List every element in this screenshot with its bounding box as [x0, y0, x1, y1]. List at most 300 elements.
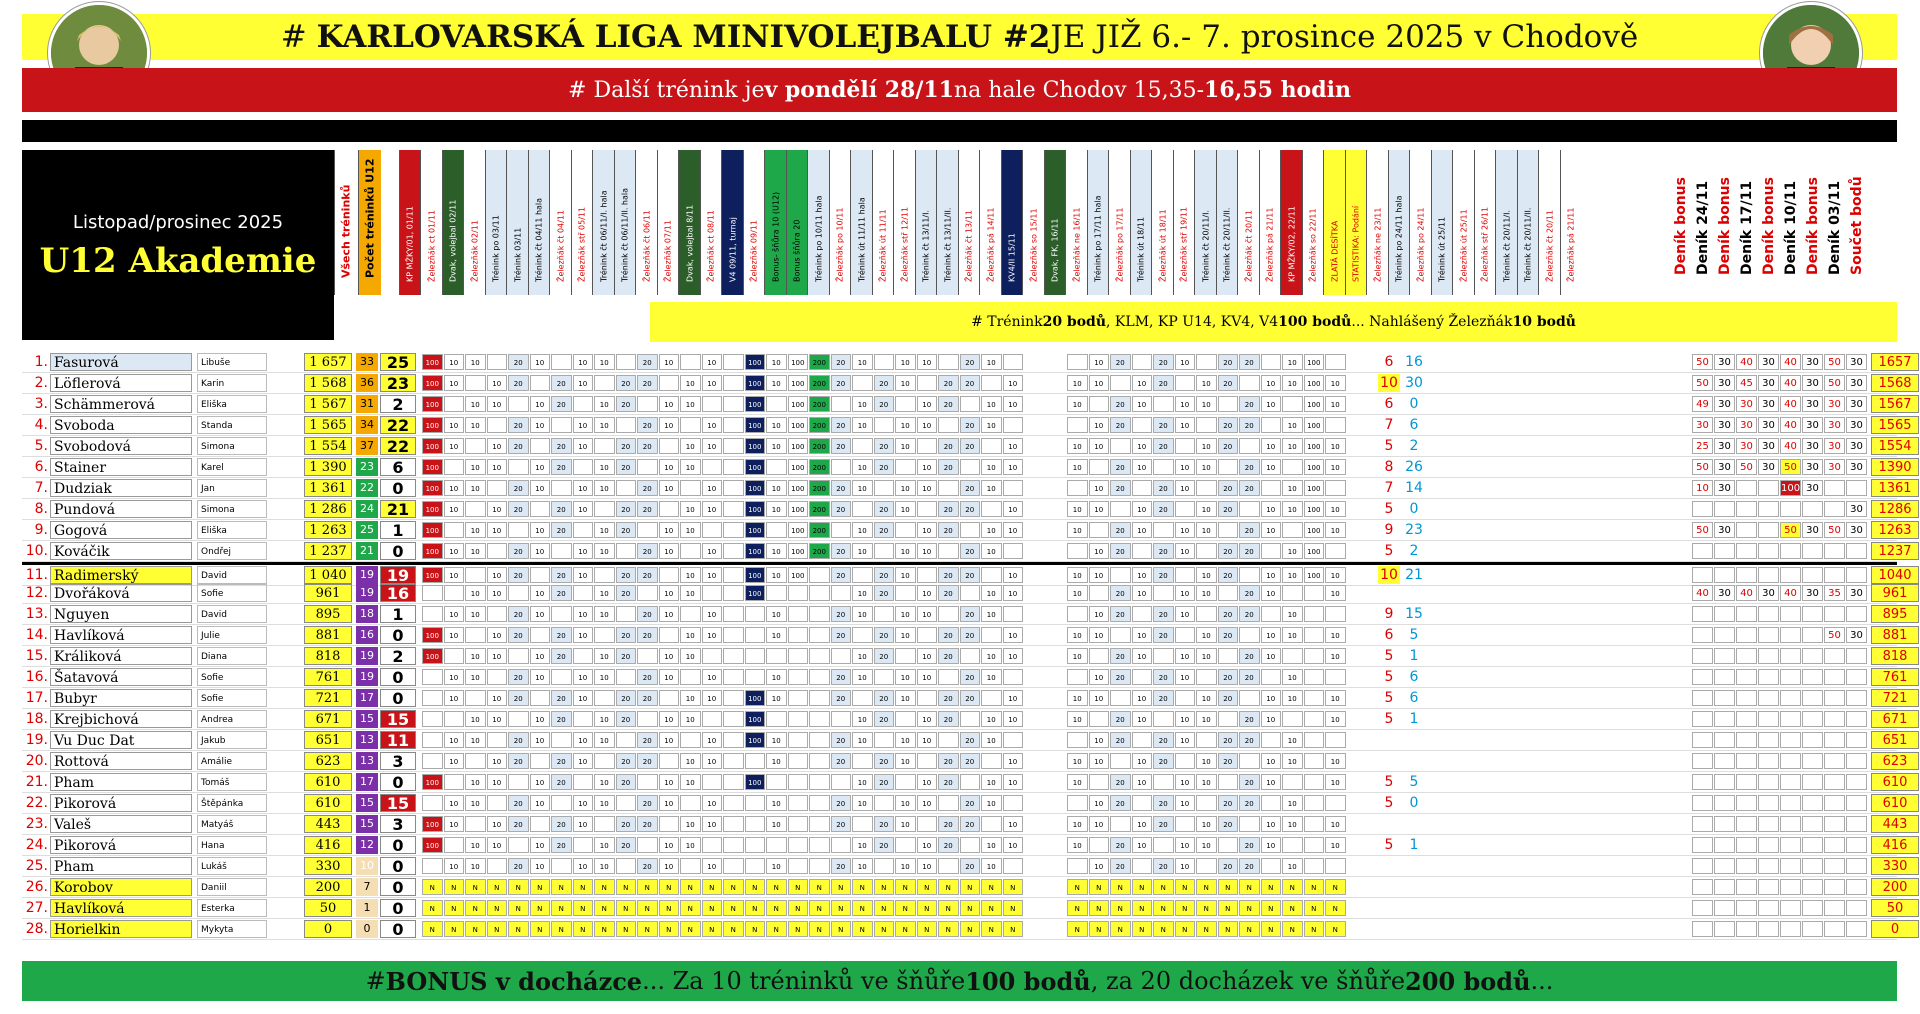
- match-cell: [852, 375, 873, 391]
- match-cell: [723, 417, 744, 433]
- first-name: Tomáš: [197, 773, 267, 791]
- match-cell: N: [809, 900, 830, 916]
- diary-bonus-cell: [1780, 837, 1801, 853]
- match-cell: 10: [1261, 816, 1282, 832]
- match-cell: N: [745, 900, 766, 916]
- match-cell: [1196, 606, 1217, 622]
- match-cell: [487, 669, 508, 685]
- match-cell: 20: [508, 627, 529, 643]
- match-cell: N: [1282, 879, 1303, 895]
- serve-stat: 0: [1409, 501, 1419, 517]
- points-total: 1 390: [304, 458, 352, 476]
- column-header-label: Trénink út 25/11: [1437, 216, 1447, 282]
- column-header-label: V4 09/11, turnaj: [728, 217, 738, 282]
- match-cell: 20: [1239, 795, 1260, 811]
- match-cell: [1067, 732, 1088, 748]
- match-cell: 10: [444, 669, 465, 685]
- match-cell: 20: [616, 711, 637, 727]
- match-cell: N: [616, 921, 637, 937]
- match-cell: 10: [487, 375, 508, 391]
- match-cell: 10: [1175, 732, 1196, 748]
- match-cell: [1218, 396, 1239, 412]
- match-cell: 10: [917, 732, 938, 748]
- match-cell: 10: [487, 396, 508, 412]
- match-cell: 20: [637, 753, 658, 769]
- match-cell: 10: [594, 417, 615, 433]
- column-header: [399, 150, 422, 295]
- match-cell: 20: [1218, 480, 1239, 496]
- match-cell: N: [1218, 900, 1239, 916]
- match-cell: N: [874, 921, 895, 937]
- diary-bonus-cell: 100: [1780, 480, 1801, 496]
- match-cell: 20: [616, 585, 637, 601]
- training-count: 0: [380, 773, 416, 791]
- match-cell: 10: [895, 690, 916, 706]
- rank-number: 18.: [25, 711, 48, 727]
- points-total: 761: [304, 668, 352, 686]
- match-cell: 10: [981, 480, 1002, 496]
- match-cell: [444, 585, 465, 601]
- match-cell: [788, 837, 809, 853]
- golden-ten: 7: [1384, 417, 1394, 433]
- diary-bonus-cell: 30: [1758, 417, 1779, 433]
- diary-bonus-cell: [1714, 900, 1735, 916]
- match-cell: 10: [1067, 438, 1088, 454]
- match-cell: 20: [960, 732, 981, 748]
- diary-bonus-cell: [1780, 774, 1801, 790]
- match-cell: 100: [422, 648, 443, 664]
- golden-ten: 9: [1384, 522, 1394, 538]
- match-cell: 20: [960, 417, 981, 433]
- bonus-header-label: Deník 10/11: [1783, 180, 1799, 275]
- match-cell: [422, 795, 443, 811]
- match-cell: 20: [1218, 627, 1239, 643]
- match-cell: [659, 375, 680, 391]
- match-cell: 10: [766, 816, 787, 832]
- first-name: Štěpánka: [197, 794, 267, 812]
- column-header: [1108, 150, 1131, 295]
- match-cell: [1132, 669, 1153, 685]
- column-header-label: Železňák ne 23/11: [1373, 207, 1383, 282]
- surname: Pikorová: [50, 794, 192, 812]
- table-row: [22, 541, 1912, 562]
- attendance-count: 16: [356, 626, 378, 644]
- match-cell: 20: [616, 567, 637, 583]
- match-cell: [809, 690, 830, 706]
- match-cell: [594, 438, 615, 454]
- diary-bonus-cell: 30: [1802, 585, 1823, 601]
- match-cell: 10: [530, 396, 551, 412]
- match-cell: [745, 816, 766, 832]
- match-cell: 10: [917, 837, 938, 853]
- match-cell: 10: [1089, 690, 1110, 706]
- rank-number: 15.: [25, 648, 48, 664]
- match-cell: 10: [981, 774, 1002, 790]
- points-sum: 1554: [1871, 437, 1919, 455]
- match-cell: 20: [1239, 774, 1260, 790]
- match-cell: [487, 858, 508, 874]
- points-total: 1 237: [304, 542, 352, 560]
- match-cell: 10: [1325, 837, 1346, 853]
- match-cell: [702, 774, 723, 790]
- column-header: [1302, 150, 1325, 295]
- match-cell: 10: [1282, 858, 1303, 874]
- note-zeleznak-points: 10 bodů: [1512, 314, 1576, 330]
- match-cell: 10: [594, 711, 615, 727]
- match-cell: 10: [1003, 648, 1024, 664]
- match-cell: 20: [1218, 669, 1239, 685]
- match-cell: N: [1067, 921, 1088, 937]
- bonus-title: BONUS v docházce: [385, 966, 643, 996]
- match-cell: N: [1089, 921, 1110, 937]
- match-cell: [1304, 858, 1325, 874]
- match-cell: [1110, 438, 1131, 454]
- surname: Rottová: [50, 752, 192, 770]
- surname: Valeš: [50, 815, 192, 833]
- match-cell: [594, 567, 615, 583]
- match-cell: 10: [981, 858, 1002, 874]
- serve-stat: 23: [1405, 522, 1423, 538]
- points-sum: 1390: [1871, 458, 1919, 476]
- diary-bonus-cell: 30: [1758, 585, 1779, 601]
- match-cell: 20: [960, 627, 981, 643]
- match-cell: 10: [680, 816, 701, 832]
- match-cell: 10: [1003, 567, 1024, 583]
- match-cell: 10: [530, 774, 551, 790]
- match-cell: 10: [530, 354, 551, 370]
- match-cell: [917, 375, 938, 391]
- diary-bonus-cell: [1802, 732, 1823, 748]
- training-count: 0: [380, 857, 416, 875]
- golden-ten: 7: [1384, 480, 1394, 496]
- points-sum: 200: [1871, 878, 1919, 896]
- match-cell: 100: [1304, 480, 1325, 496]
- match-cell: 10: [766, 567, 787, 583]
- match-cell: 10: [852, 837, 873, 853]
- match-cell: [723, 585, 744, 601]
- match-cell: 10: [594, 648, 615, 664]
- match-cell: N: [981, 921, 1002, 937]
- golden-ten: 5: [1384, 795, 1394, 811]
- points-sum: 961: [1871, 584, 1919, 602]
- points-sum: 1567: [1871, 395, 1919, 413]
- diary-bonus-cell: 40: [1780, 375, 1801, 391]
- match-cell: [1067, 354, 1088, 370]
- match-cell: 20: [874, 585, 895, 601]
- match-cell: 20: [938, 711, 959, 727]
- attendance-count: 7: [356, 878, 378, 896]
- match-cell: 10: [852, 396, 873, 412]
- match-cell: 20: [960, 858, 981, 874]
- diary-bonus-cell: 30: [1714, 459, 1735, 475]
- column-header: [1001, 150, 1024, 295]
- match-cell: 20: [551, 627, 572, 643]
- match-cell: 10: [444, 417, 465, 433]
- match-cell: N: [852, 879, 873, 895]
- match-cell: [637, 459, 658, 475]
- match-cell: 10: [702, 690, 723, 706]
- match-cell: 20: [874, 375, 895, 391]
- column-header: [1323, 150, 1346, 295]
- match-cell: [917, 501, 938, 517]
- diary-bonus-cell: 30: [1846, 585, 1867, 601]
- match-cell: 10: [1003, 438, 1024, 454]
- match-cell: 10: [487, 753, 508, 769]
- match-cell: 10: [1196, 567, 1217, 583]
- match-cell: [723, 522, 744, 538]
- column-header-label: Železňák stř 05/11: [577, 206, 587, 282]
- match-cell: 10: [917, 774, 938, 790]
- match-cell: 10: [487, 438, 508, 454]
- match-cell: 10: [895, 606, 916, 622]
- match-cell: 10: [1003, 522, 1024, 538]
- match-cell: [788, 858, 809, 874]
- match-cell: [895, 396, 916, 412]
- match-cell: N: [422, 900, 443, 916]
- match-cell: [766, 774, 787, 790]
- match-cell: N: [487, 900, 508, 916]
- match-cell: 10: [702, 501, 723, 517]
- golden-ten: 10: [1378, 566, 1400, 584]
- match-cell: [723, 837, 744, 853]
- training-count: 23: [380, 374, 416, 392]
- attendance-count: 33: [356, 353, 378, 371]
- match-cell: [831, 585, 852, 601]
- match-cell: 20: [508, 354, 529, 370]
- table-row: [22, 772, 1908, 793]
- column-header-label: Trénink 03/11: [513, 227, 523, 282]
- attendance-count: 12: [356, 836, 378, 854]
- diary-bonus-cell: [1846, 795, 1867, 811]
- match-cell: 100: [422, 417, 443, 433]
- rank-number: 17.: [25, 690, 48, 706]
- match-cell: N: [1325, 900, 1346, 916]
- points-sum: 1568: [1871, 374, 1919, 392]
- match-cell: 10: [573, 417, 594, 433]
- diary-bonus-cell: [1758, 921, 1779, 937]
- match-cell: [1153, 585, 1174, 601]
- match-cell: 10: [702, 753, 723, 769]
- match-cell: 10: [1067, 648, 1088, 664]
- diary-bonus-cell: [1714, 732, 1735, 748]
- match-cell: [895, 711, 916, 727]
- match-cell: 100: [745, 480, 766, 496]
- match-cell: [1304, 732, 1325, 748]
- match-cell: [852, 567, 873, 583]
- bonus-header-label: Deník 03/11: [1827, 180, 1843, 275]
- serve-stat: 15: [1405, 606, 1423, 622]
- match-cell: 20: [508, 816, 529, 832]
- match-cell: 100: [1304, 567, 1325, 583]
- match-cell: 10: [852, 795, 873, 811]
- attendance-count: 13: [356, 731, 378, 749]
- match-cell: N: [1304, 921, 1325, 937]
- match-cell: 10: [702, 816, 723, 832]
- match-cell: [422, 753, 443, 769]
- training-count: 2: [380, 395, 416, 413]
- match-cell: [422, 690, 443, 706]
- match-cell: 10: [465, 648, 486, 664]
- column-header-label: Trénink čt 06/11/II. hala: [620, 187, 630, 282]
- match-cell: 10: [895, 858, 916, 874]
- group-title-box: [22, 150, 334, 340]
- match-cell: 20: [1218, 375, 1239, 391]
- match-cell: [616, 354, 637, 370]
- diary-bonus-cell: [1824, 732, 1845, 748]
- match-cell: 20: [1218, 354, 1239, 370]
- match-cell: [1089, 837, 1110, 853]
- match-cell: 20: [1110, 522, 1131, 538]
- column-header: [1409, 150, 1432, 295]
- match-cell: [1239, 690, 1260, 706]
- match-cell: [1153, 837, 1174, 853]
- training-place: na hale Chodov 15,35-: [953, 77, 1205, 103]
- match-cell: 100: [745, 585, 766, 601]
- match-cell: 10: [530, 648, 551, 664]
- match-cell: 10: [917, 669, 938, 685]
- match-cell: 10: [530, 711, 551, 727]
- first-name: Matyáš: [197, 815, 267, 833]
- match-cell: 10: [702, 567, 723, 583]
- diary-bonus-cell: [1846, 732, 1867, 748]
- match-cell: 10: [1325, 522, 1346, 538]
- match-cell: [680, 543, 701, 559]
- match-cell: 10: [530, 669, 551, 685]
- diary-bonus-cell: [1824, 501, 1845, 517]
- match-cell: 20: [938, 522, 959, 538]
- training-count: 21: [380, 500, 416, 518]
- golden-ten: 5: [1384, 669, 1394, 685]
- column-header: [850, 150, 873, 295]
- match-cell: 100: [788, 522, 809, 538]
- training-text: # Další trénink je: [568, 77, 765, 103]
- match-cell: N: [1261, 900, 1282, 916]
- match-cell: [508, 711, 529, 727]
- match-cell: 10: [766, 480, 787, 496]
- surname: Kováčik: [50, 542, 192, 560]
- match-cell: [809, 816, 830, 832]
- match-cell: [938, 543, 959, 559]
- match-cell: 10: [702, 606, 723, 622]
- match-cell: [1089, 459, 1110, 475]
- match-cell: [1003, 543, 1024, 559]
- match-cell: [530, 753, 551, 769]
- column-header: [1194, 150, 1217, 295]
- rank-number: 22.: [25, 795, 48, 811]
- attendance-count: 0: [356, 920, 378, 938]
- match-cell: [874, 732, 895, 748]
- diary-bonus-cell: [1824, 837, 1845, 853]
- match-cell: [1282, 837, 1303, 853]
- match-cell: [444, 522, 465, 538]
- diary-bonus-cell: [1802, 627, 1823, 643]
- match-cell: 10: [981, 417, 1002, 433]
- match-cell: 10: [895, 543, 916, 559]
- match-cell: N: [938, 879, 959, 895]
- diary-bonus-cell: 50: [1780, 522, 1801, 538]
- diary-bonus-cell: [1758, 501, 1779, 517]
- column-header-label: Železňák 02/11: [470, 220, 480, 282]
- match-cell: 10: [1132, 627, 1153, 643]
- table-row: [22, 436, 1912, 457]
- diary-bonus-cell: [1736, 921, 1757, 937]
- match-cell: [659, 438, 680, 454]
- rank-number: 28.: [25, 921, 48, 937]
- diary-bonus-cell: [1736, 879, 1757, 895]
- diary-bonus-cell: [1824, 795, 1845, 811]
- match-cell: 10: [680, 690, 701, 706]
- rank-number: 25.: [25, 858, 48, 874]
- match-cell: 10: [1261, 753, 1282, 769]
- column-header-label: STATISTIKA: Podání: [1351, 205, 1361, 282]
- match-cell: 20: [960, 567, 981, 583]
- match-cell: 20: [960, 690, 981, 706]
- golden-ten: 5: [1384, 438, 1394, 454]
- first-name: Karel: [197, 458, 267, 476]
- column-header: [485, 150, 508, 295]
- points-total: 1 565: [304, 416, 352, 434]
- match-cell: N: [1282, 921, 1303, 937]
- match-cell: 10: [1325, 567, 1346, 583]
- match-cell: 10: [1175, 648, 1196, 664]
- match-cell: [766, 837, 787, 853]
- match-cell: N: [809, 879, 830, 895]
- match-cell: 20: [1218, 501, 1239, 517]
- diary-bonus-cell: [1780, 669, 1801, 685]
- rank-number: 11.: [25, 567, 48, 583]
- match-cell: N: [1196, 879, 1217, 895]
- match-cell: 20: [831, 417, 852, 433]
- table-row: [22, 415, 1912, 436]
- match-cell: 20: [1110, 669, 1131, 685]
- diary-bonus-cell: [1692, 732, 1713, 748]
- serve-stat: 0: [1409, 396, 1419, 412]
- match-cell: 20: [831, 438, 852, 454]
- match-cell: 20: [551, 567, 572, 583]
- match-cell: [723, 690, 744, 706]
- match-cell: 10: [659, 354, 680, 370]
- bonus-header-label: Součet bodů: [1849, 176, 1865, 275]
- match-cell: 10: [895, 567, 916, 583]
- column-header: [678, 150, 701, 295]
- match-cell: N: [960, 921, 981, 937]
- match-cell: 10: [1175, 669, 1196, 685]
- match-cell: 100: [745, 438, 766, 454]
- match-cell: [1132, 795, 1153, 811]
- match-cell: [551, 417, 572, 433]
- match-cell: 20: [637, 690, 658, 706]
- match-cell: 20: [874, 567, 895, 583]
- match-cell: [960, 648, 981, 664]
- match-cell: 20: [874, 501, 895, 517]
- match-cell: [960, 585, 981, 601]
- match-cell: [831, 522, 852, 538]
- column-header-label: Trénink čt 04/11 hala: [534, 197, 544, 282]
- match-cell: 10: [917, 354, 938, 370]
- match-cell: 10: [1261, 711, 1282, 727]
- match-cell: [852, 690, 873, 706]
- column-header-label: Počet tréninků U12: [363, 158, 377, 278]
- diary-bonus-cell: [1758, 480, 1779, 496]
- match-cell: 10: [895, 669, 916, 685]
- match-cell: 10: [1196, 501, 1217, 517]
- rank-number: 4.: [34, 417, 48, 433]
- note-text-e: ... Nahlášený Železňák: [1351, 314, 1513, 330]
- match-cell: 10: [766, 795, 787, 811]
- match-cell: 10: [1067, 774, 1088, 790]
- match-cell: 20: [831, 567, 852, 583]
- match-cell: [766, 711, 787, 727]
